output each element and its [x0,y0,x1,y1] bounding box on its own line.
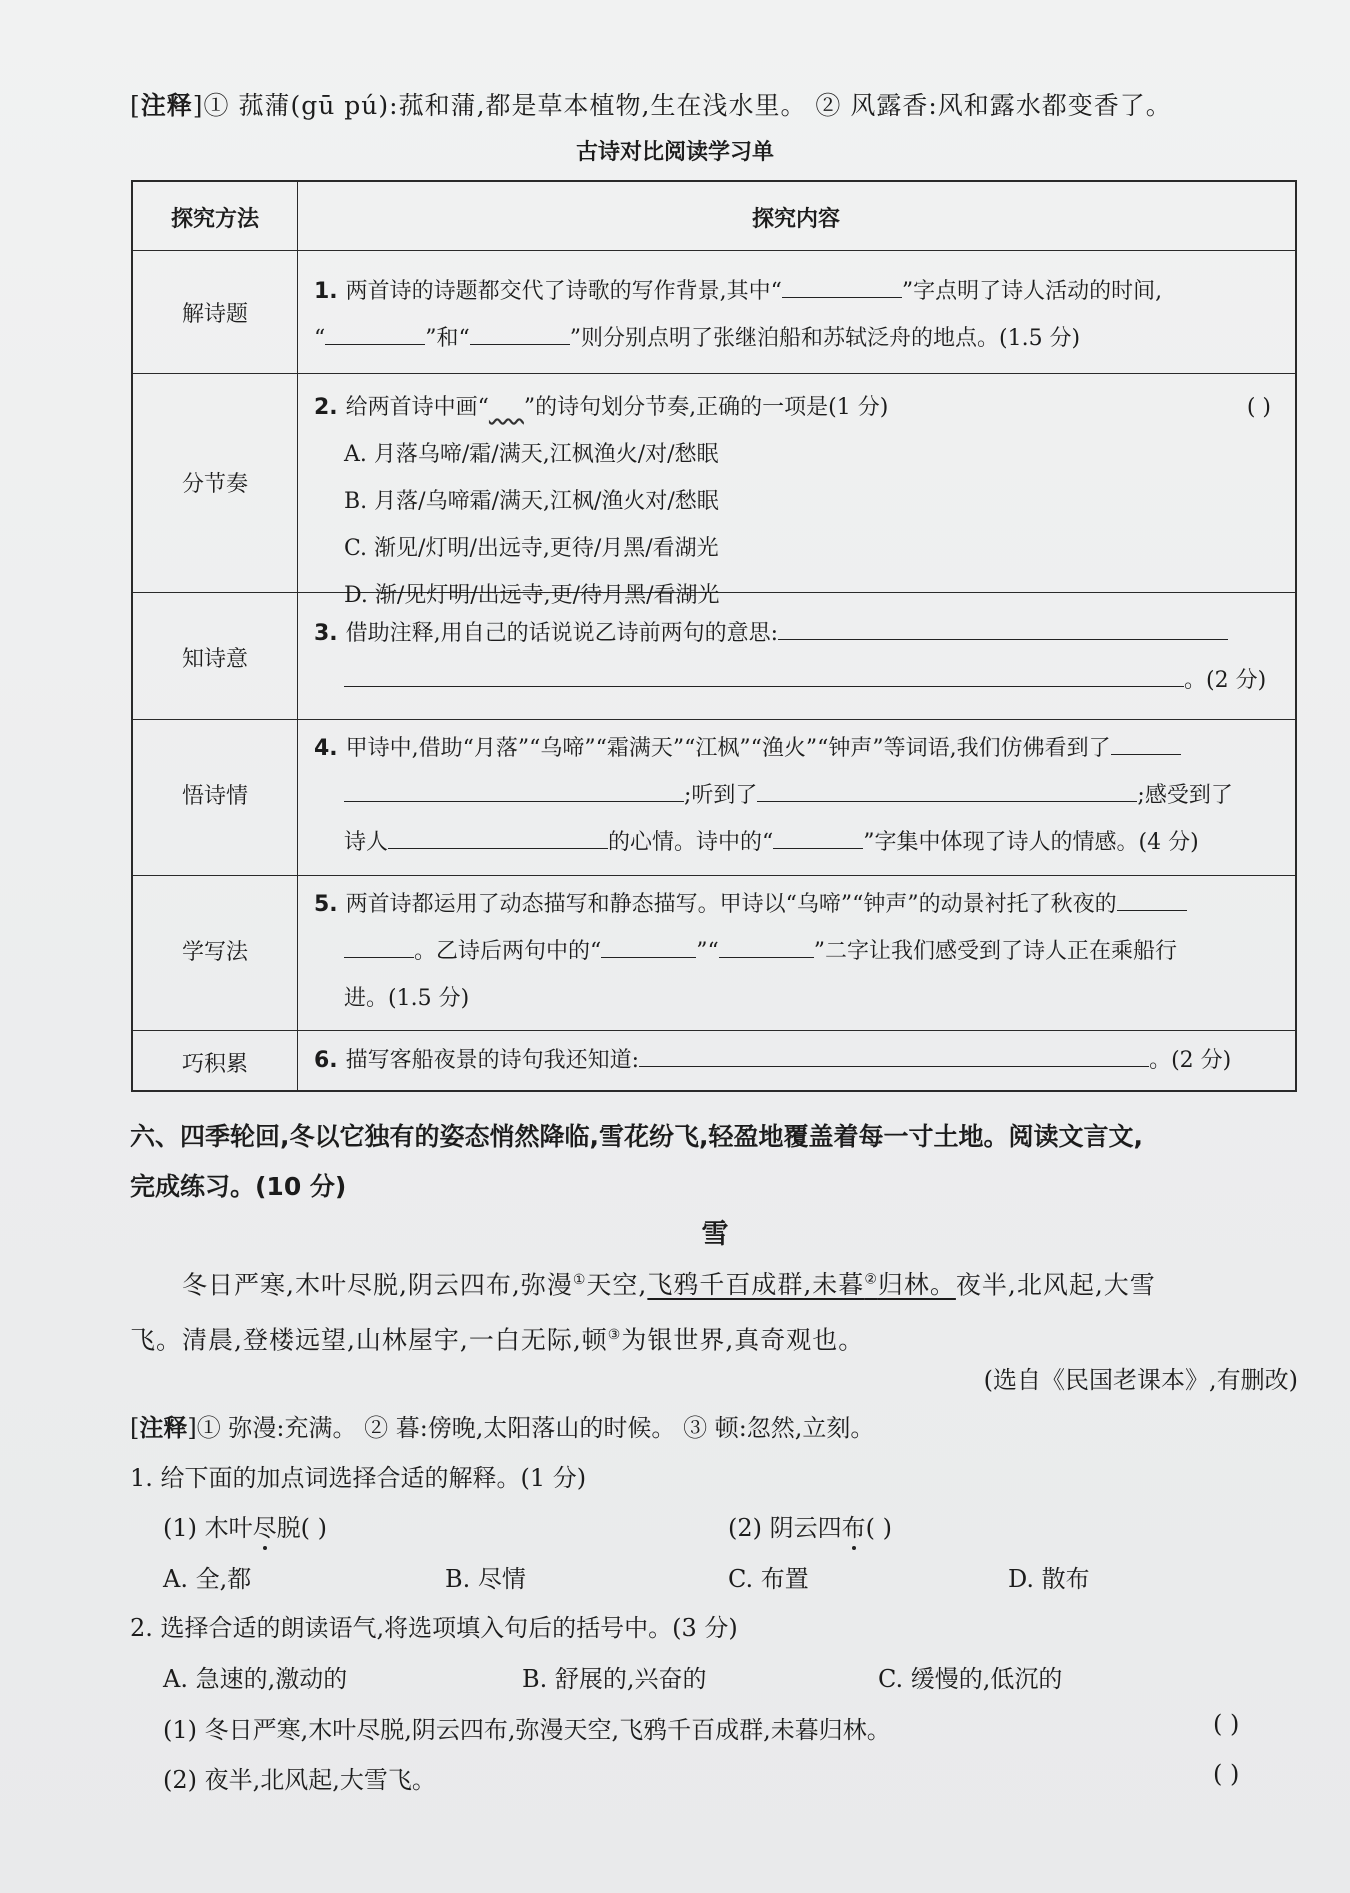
answer-blank[interactable] [778,638,1228,640]
answer-blank[interactable] [1117,909,1187,911]
note-label: 注释 [139,1414,188,1442]
answer-paren[interactable]: ( ) [1213,1760,1240,1788]
answer-blank[interactable] [639,1065,1149,1067]
answer-blank[interactable] [470,343,570,345]
answer-blank[interactable] [344,800,684,802]
option: A. 月落乌啼/霜/满天,江枫渔火/对/愁眠 [344,442,719,467]
method-cell: 分节奏 [181,472,248,497]
question-6: 6. 描写客船夜景的诗句我还知道: 。(2 分) [314,1048,1232,1073]
method-cell: 巧积累 [181,1052,248,1077]
comparison-reading-table [131,180,1297,1092]
classical-text: 冬日严寒,木叶尽脱,阴云四布,弥漫①天空,飞鸦千百成群,未暮②归林。夜半,北风起,大雪 飞。清晨,登楼远望,山林屋宇,一白无际,顿③为银世界,真奇观也。 [130,1270,1156,1355]
answer-paren[interactable]: ( ) [1213,1710,1240,1738]
answer-blank[interactable] [388,847,608,849]
method-cell: 解诗题 [181,302,248,327]
dotted-char: 布 [841,1514,866,1542]
question-3: 3. 借助注释,用自己的话说说乙诗前两句的意思: 。(2 分) [314,621,1267,693]
underlined-sentence: 飞鸦千百成群,未暮②归林。 [647,1270,956,1300]
option: D. 渐/见灯明/出远寺,更/待月黑/看湖光 [344,583,720,608]
dotted-char: 尽 [252,1514,277,1542]
answer-blank[interactable] [601,956,696,958]
option: B. 月落/乌啼霜/满天,江枫/渔火对/愁眠 [344,489,719,514]
row-divider [133,719,1295,720]
row-divider [133,1030,1295,1031]
note-text: ① 菰蒲(gū pú):菰和蒲,都是草本植物,生在浅水里。 ② 风露香:风和露水都变香了。 [203,91,1172,120]
wavy-mark [489,395,524,420]
answer-blank[interactable] [325,343,425,345]
source-citation: (选自《民国老课本》,有删改) [983,1366,1298,1394]
method-cell: 悟诗情 [181,784,248,809]
note-label: 注释 [140,91,193,120]
question-4: 4. 甲诗中,借助“月落”“乌啼”“霜满天”“江枫”“渔火”“钟声”等词语,我们仿佛看到了 ;听到了 ;感受到了 诗人 的心情。诗中的“ ”字集中体现了诗人的情感。(4 分) [314,736,1233,855]
sub-question[interactable]: (2) 阴云四布( ) [728,1514,892,1542]
row-divider [133,373,1295,374]
question-2-stem: 2. 选择合适的朗读语气,将选项填入句后的括号中。(3 分) [130,1614,738,1642]
method-cell: 知诗意 [181,647,248,672]
header-method: 探究方法 [170,207,259,232]
answer-blank[interactable] [1111,753,1181,755]
option: B. 尽情 [445,1565,526,1593]
answer-blank[interactable] [757,800,1137,802]
table-title: 古诗对比阅读学习单 [575,140,774,165]
answer-blank[interactable] [344,685,1184,687]
question-5: 5. 两首诗都运用了动态描写和静态描写。甲诗以“乌啼”“钟声”的动景衬托了秋夜的 。乙诗后两句中的“ ”“ ”二字让我们感受到了诗人正在乘船行 进。(1.5 分) [314,881,1283,1022]
question-1-stem: 1. 给下面的加点词选择合适的解释。(1 分) [130,1464,587,1492]
bottom-annotation: [注释]① 弥漫:充满。 ② 暮:傍晚,太阳落山的时候。 ③ 顿:忽然,立刻。 [130,1414,875,1442]
sub-question: (2) 夜半,北风起,大雪飞。 [163,1766,436,1794]
column-divider [297,182,298,1090]
answer-blank[interactable] [782,296,902,298]
option: A. 急速的,激动的 [163,1665,348,1693]
option: C. 渐见/灯明/出远寺,更待/月黑/看湖光 [344,536,719,561]
answer-blank[interactable] [344,956,414,958]
answer-blank[interactable] [719,956,814,958]
sub-question[interactable]: (1) 木叶尽脱( ) [163,1514,327,1542]
option: B. 舒展的,兴奋的 [522,1665,707,1693]
header-content: 探究内容 [751,207,840,232]
option: C. 缓慢的,低沉的 [878,1665,1063,1693]
note-text: ① 弥漫:充满。 ② 暮:傍晚,太阳落山的时候。 ③ 顿:忽然,立刻。 [196,1414,875,1442]
option: A. 全,都 [163,1565,252,1593]
method-cell: 学写法 [181,940,248,965]
top-annotation: [注释]① 菰蒲(gū pú):菰和蒲,都是草本植物,生在浅水里。 ② 风露香:风和露水都变香了。 [130,91,1172,120]
answer-blank[interactable] [773,847,863,849]
poem-title: 雪 [701,1219,729,1250]
row-divider [133,250,1295,251]
section-six-heading: 六、四季轮回,冬以它独有的姿态悄然降临,雪花纷飞,轻盈地覆盖着每一寸土地。阅读文言文, 完成练习。(10 分) [130,1122,1143,1201]
question-2: 2. 给两首诗中画“ ”的诗句划分节奏,正确的一项是(1 分) ( ) A. 月落乌啼/霜/满天,江枫渔火/对/愁眠 B. 月落/乌啼霜/满天,江枫/渔火对/愁眠 C. 渐见/灯明/出远寺,更待/月黑/看湖光 D. 渐/见灯明/出远寺,更/待月黑/看湖光 [314,384,1283,619]
sub-question: (1) 冬日严寒,木叶尽脱,阴云四布,弥漫天空,飞鸦千百成群,未暮归林。 [163,1716,891,1744]
option: D. 散布 [1008,1565,1090,1593]
row-divider [133,875,1295,876]
answer-paren[interactable]: ( ) [1246,395,1271,420]
question-1: 1. 两首诗的诗题都交代了诗歌的写作背景,其中“ ”字点明了诗人活动的时间, “ ”和“ ”则分别点明了张继泊船和苏轼泛舟的地点。(1.5 分) [314,279,1163,351]
option: C. 布置 [728,1565,809,1593]
